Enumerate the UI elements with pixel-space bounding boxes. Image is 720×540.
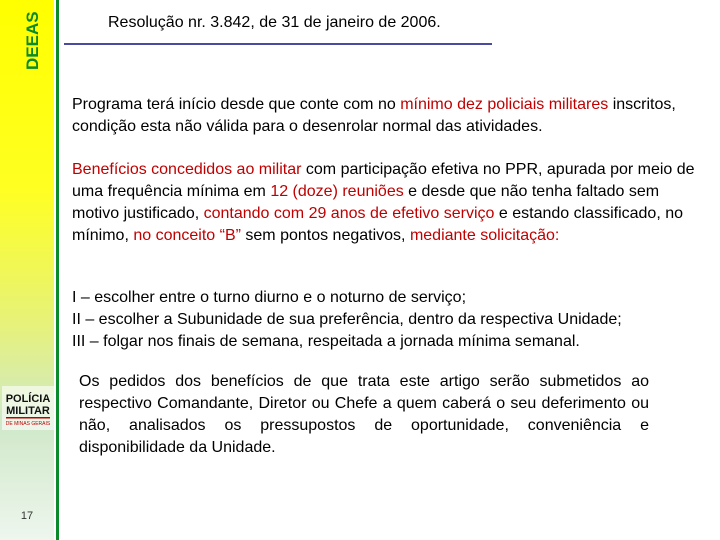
sidebar-divider: [56, 0, 59, 540]
p1-highlight-minimum: mínimo dez policiais militares: [400, 96, 609, 113]
title-underline: [64, 43, 492, 45]
page-number: 17: [20, 510, 34, 522]
p2-text-4: e desde que não tenha faltado sem motivo justificado,: [72, 183, 660, 222]
benefits-list: [72, 287, 708, 353]
logo-line-1: POLÍCIA: [5, 393, 51, 405]
p1-text-1: Programa terá início desde que conte com no: [72, 96, 401, 113]
logo-line-2: MILITAR: [6, 405, 50, 417]
pmmg-logo: [0, 384, 56, 432]
brand-label: [4, 0, 44, 72]
paragraph-requests: Os pedidos dos benefícios de que trata este artigo serão submetidos ao respectivo Comandante, Diretor ou Chefe a quem caberá o seu deferimento ou não, analisados os pressupostos de oportunidade, conveniência e disponibilidade da Unidade.: [79, 373, 649, 456]
p2-highlight-request: mediante solicitação:: [409, 227, 560, 244]
p2-text-2: com participação efetiva no PPR, apurada por meio de uma frequência mínima em: [72, 161, 695, 200]
brand-text: DEEAS: [23, 11, 42, 70]
p2-highlight-meetings: 12 (doze) reuniões: [270, 183, 404, 200]
benefit-item-1: I – escolher entre o turno diurno e o noturno de serviço;: [72, 289, 467, 306]
p2-text-6: e estando classificado, no mínimo,: [72, 205, 684, 244]
benefit-item-3: III – folgar nos finais de semana, respeitada a jornada mínima semanal.: [72, 333, 580, 350]
page-title: Resolução nr. 3.842, de 31 de janeiro de 2006.: [108, 14, 441, 31]
p2-highlight-benefits: Benefícios concedidos ao militar: [72, 161, 302, 178]
paragraph-benefits: [72, 159, 708, 247]
p1-text-3: inscritos, condição esta não válida para o desenrolar normal das atividades.: [72, 96, 676, 135]
logo-line-3: DE MINAS GERAIS: [5, 421, 51, 427]
sidebar-band: [0, 0, 54, 540]
benefit-item-2: II – escolher a Subunidade de sua preferência, dentro da respectiva Unidade;: [72, 311, 622, 328]
p2-text-8: sem pontos negativos,: [240, 227, 410, 244]
p2-highlight-concept: no conceito “B”: [133, 227, 241, 244]
paragraph-program-start: [72, 94, 708, 138]
p2-highlight-service-years: contando com 29 anos de efetivo serviço: [203, 205, 495, 222]
